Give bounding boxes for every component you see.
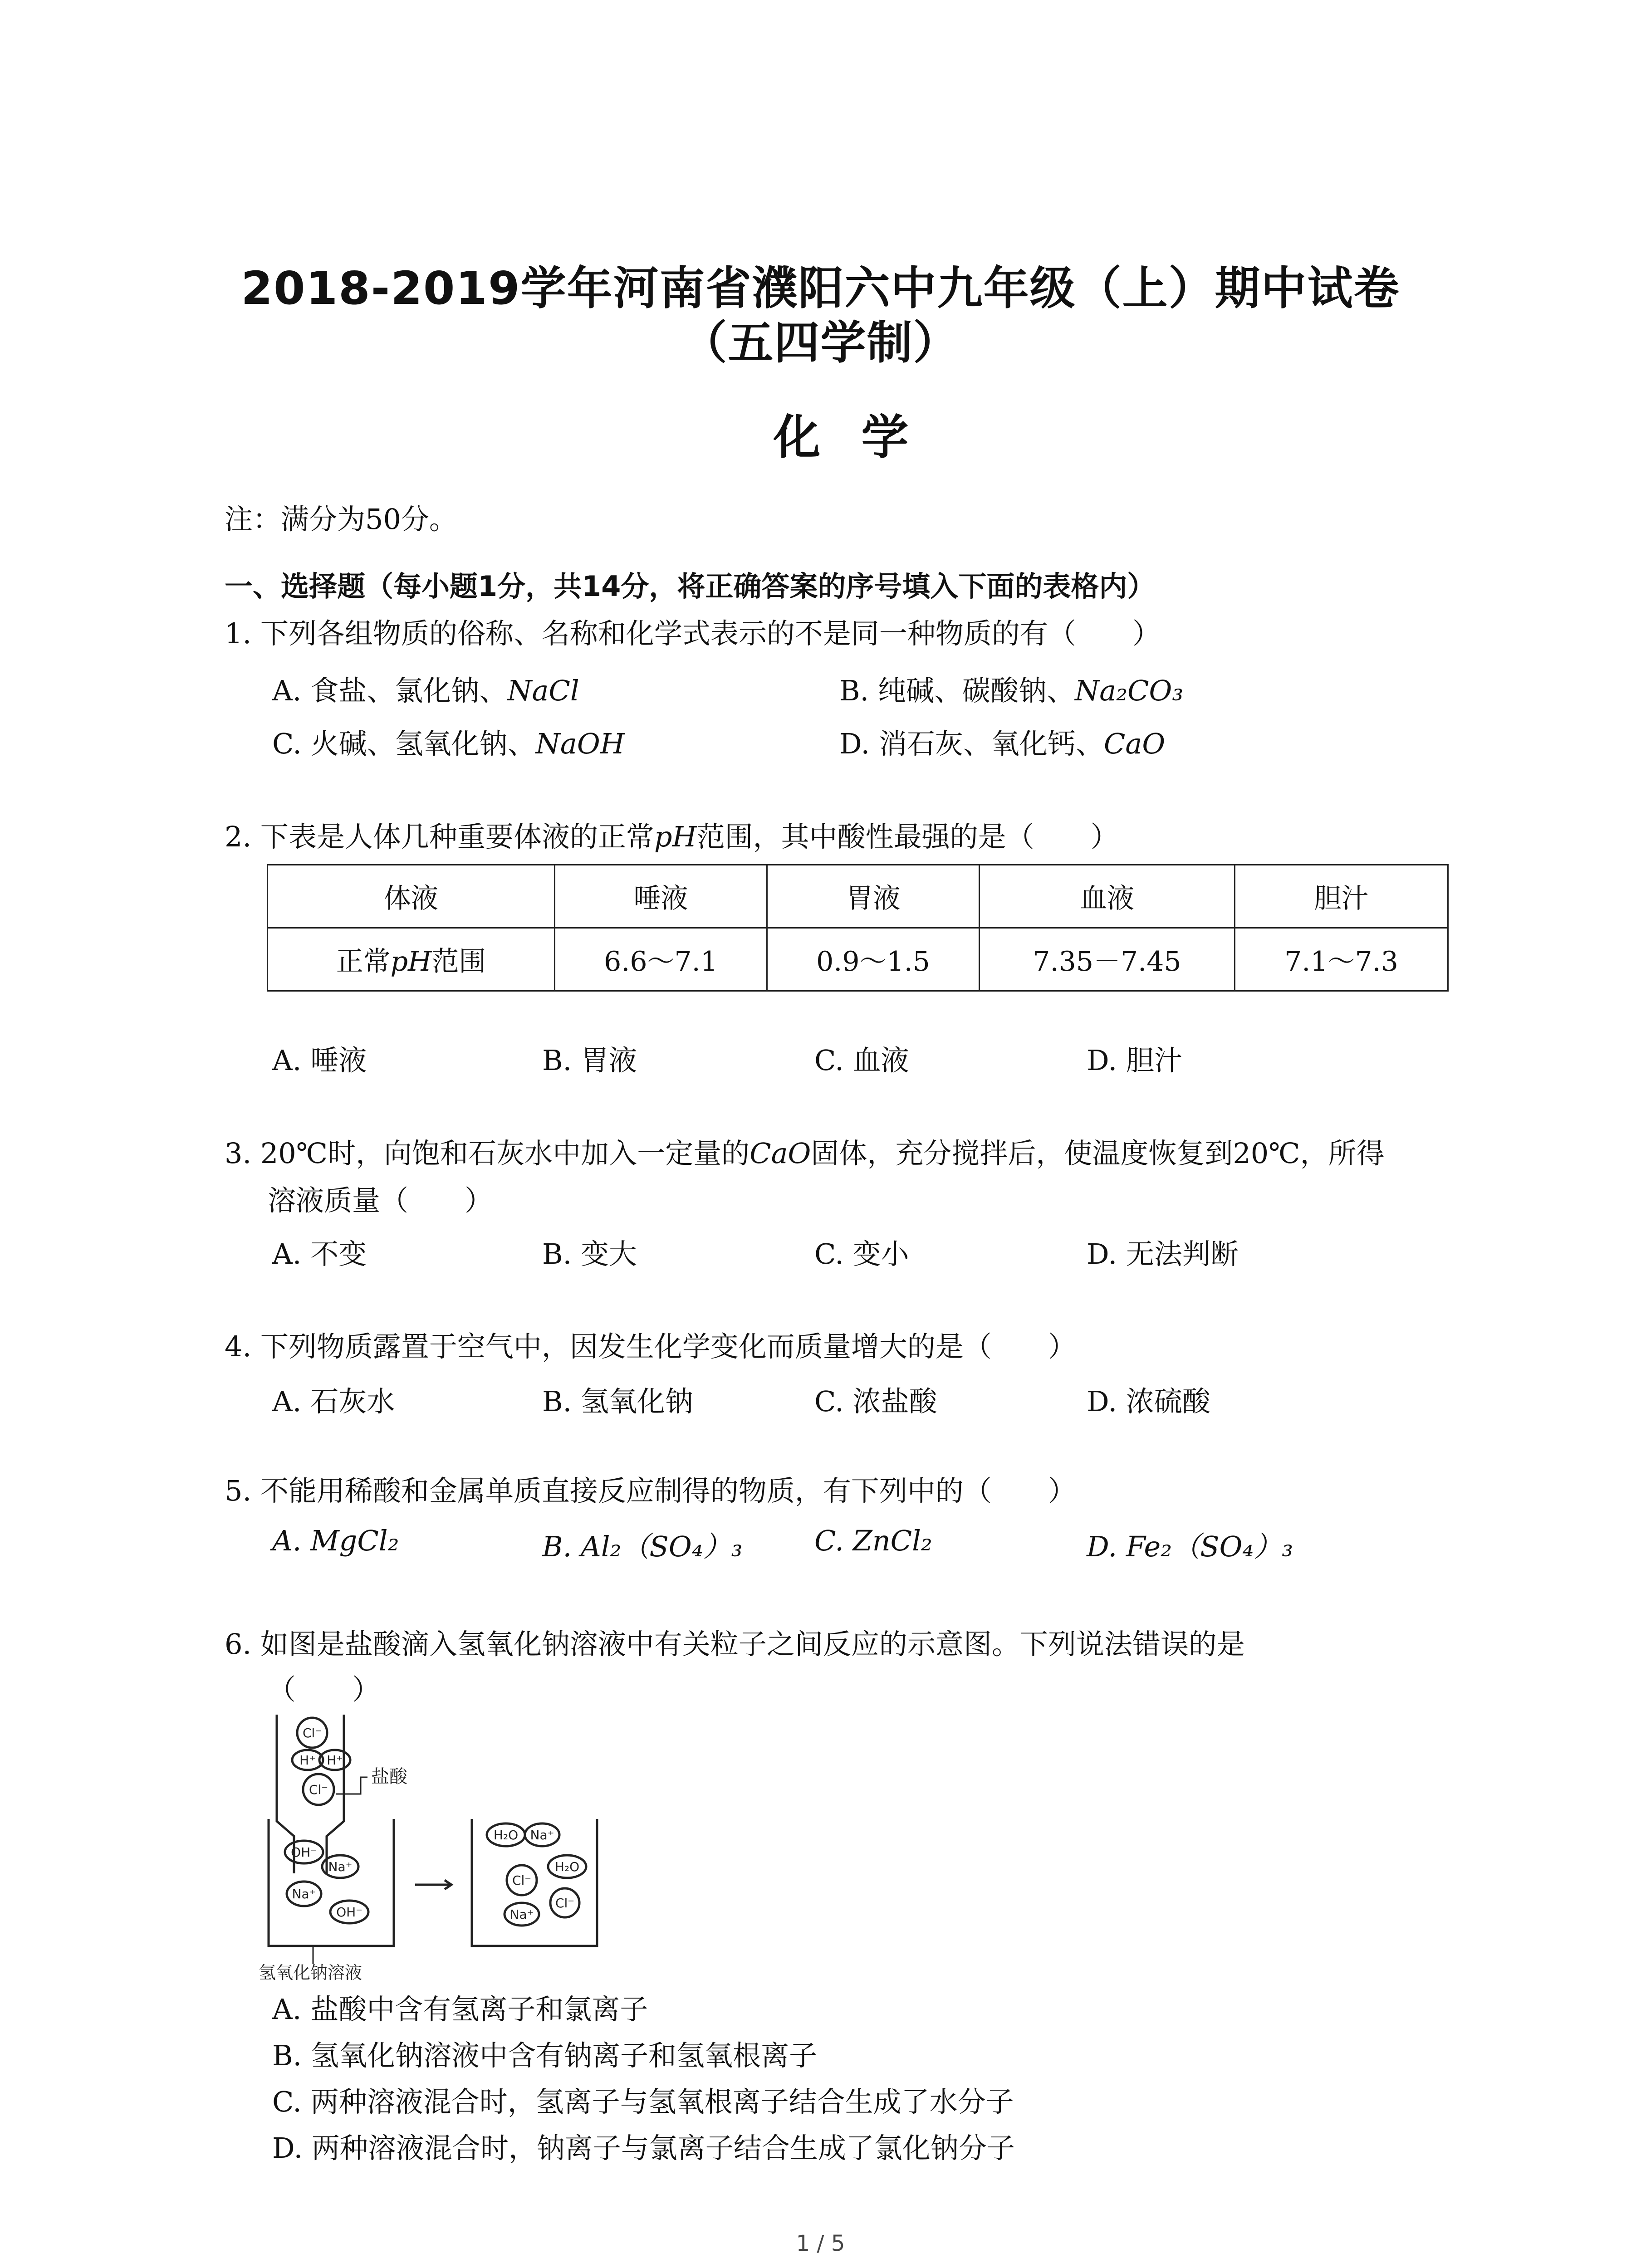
q6-option-b: B. 氢氧化钠溶液中含有钠离子和氢氧根离子 [272,2039,817,2072]
score-note: 注：满分为50分。 [225,503,457,536]
q4-option-a: A. 石灰水 [272,1385,395,1418]
table-header-row [268,865,1448,928]
q3-option-b: B. 变大 [542,1237,637,1271]
section-heading: 一、选择题（每小题1分，共14分，将正确答案的序号填入下面的表格内） [225,570,1156,603]
diagram-molecule-h2o: H₂O [554,1859,580,1874]
diagram-ion-cl: Cl⁻ [555,1896,575,1911]
q5-stem: 5. 不能用稀酸和金属单质直接反应制得的物质，有下列中的（ ） [225,1474,1076,1507]
table-row [268,928,1448,991]
reaction-diagram [259,1715,658,1987]
table-header-cell: 胆汁 [1235,865,1448,928]
subject-title: 化学 [773,410,950,465]
q5-option-b: B. Al₂（SO₄）₃ [542,1530,743,1563]
q3-option-c: C. 变小 [814,1237,909,1271]
diagram-molecule-h2o: H₂O [493,1828,519,1843]
diagram-ion-cl: Cl⁻ [309,1782,328,1797]
table-header-cell: 唾液 [555,865,767,928]
q6-option-d: D. 两种溶液混合时，钠离子与氯离子结合生成了氯化钠分子 [272,2131,1015,2165]
table-header-cell: 胃液 [767,865,980,928]
table-cell: 6.6～7.1 [555,928,767,991]
q6-stem-line1: 6. 如图是盐酸滴入氢氧化钠溶液中有关粒子之间反应的示意图。下列说法错误的是 [225,1628,1245,1661]
q3-stem-line1: 3. 20℃时，向饱和石灰水中加入一定量的CaO固体，充分搅拌后，使温度恢复到20℃，所得 [225,1137,1385,1170]
table-cell: 7.1～7.3 [1235,928,1448,991]
diagram-ion-na: Na⁺ [509,1907,534,1922]
q3-option-d: D. 无法判断 [1087,1237,1239,1271]
q4-option-d: D. 浓硫酸 [1087,1385,1210,1418]
page-number: 1 / 5 [796,2231,845,2256]
q4-option-c: C. 浓盐酸 [814,1385,937,1418]
q1-option-b: B. 纯碱、碳酸钠、Na₂CO₃ [839,674,1184,707]
diagram-ion-cl: Cl⁻ [302,1725,322,1740]
diagram-base-label: 氢氧化钠溶液 [259,1963,362,1983]
table-cell: 0.9～1.5 [767,928,980,991]
q4-option-b: B. 氢氧化钠 [542,1385,693,1418]
q6-option-a: A. 盐酸中含有氢离子和氯离子 [272,1993,648,2026]
table-cell: 7.35－7.45 [980,928,1235,991]
table-row-label: 正常pH范围 [268,928,555,991]
q4-stem: 4. 下列物质露置于空气中，因发生化学变化而质量增大的是（ ） [225,1330,1076,1363]
diagram-ion-na: Na⁺ [530,1828,554,1843]
q5-option-a: A. MgCl₂ [272,1524,399,1557]
q6-stem-line2: （ ） [268,1673,381,1706]
q1-option-c: C. 火碱、氢氧化钠、NaOH [272,727,625,760]
q1-option-d: D. 消石灰、氧化钙、CaO [839,727,1166,760]
q3-option-a: A. 不变 [272,1237,367,1271]
diagram-ion-h: H⁺ [299,1753,316,1768]
diagram-ion-na: Na⁺ [292,1887,316,1901]
q1-option-a: A. 食盐、氯化钠、NaCl [272,674,579,707]
exam-title-line2: （五四学制） [681,316,960,369]
q6-option-c: C. 两种溶液混合时，氢离子与氢氧根离子结合生成了水分子 [272,2085,1014,2118]
table-header-cell: 体液 [268,865,555,928]
q2-option-b: B. 胃液 [542,1044,637,1077]
q5-option-d: D. Fe₂（SO₄）₃ [1087,1530,1293,1563]
q2-stem: 2. 下表是人体几种重要体液的正常pH范围，其中酸性最强的是（ ） [225,820,1119,853]
diagram-ion-cl: Cl⁻ [512,1873,532,1888]
diagram-acid-label: 盐酸 [371,1766,407,1787]
diagram-ion-h: H⁺ [327,1753,343,1768]
ph-table [267,864,1449,992]
diagram-ion-na: Na⁺ [328,1859,353,1874]
q2-option-c: C. 血液 [814,1044,909,1077]
diagram-ion-oh: OH⁻ [291,1845,317,1860]
q5-option-c: C. ZnCl₂ [814,1524,932,1557]
table-header-cell: 血液 [980,865,1235,928]
exam-title-line1: 2018-2019学年河南省濮阳六中九年级（上）期中试卷 [241,262,1400,315]
q1-stem: 1. 下列各组物质的俗称、名称和化学式表示的不是同一种物质的有（ ） [225,617,1161,650]
q2-option-a: A. 唾液 [272,1044,367,1077]
diagram-ion-oh: OH⁻ [336,1905,362,1920]
q2-option-d: D. 胆汁 [1087,1044,1182,1077]
q3-stem-line2: 溶液质量（ ） [268,1184,493,1217]
